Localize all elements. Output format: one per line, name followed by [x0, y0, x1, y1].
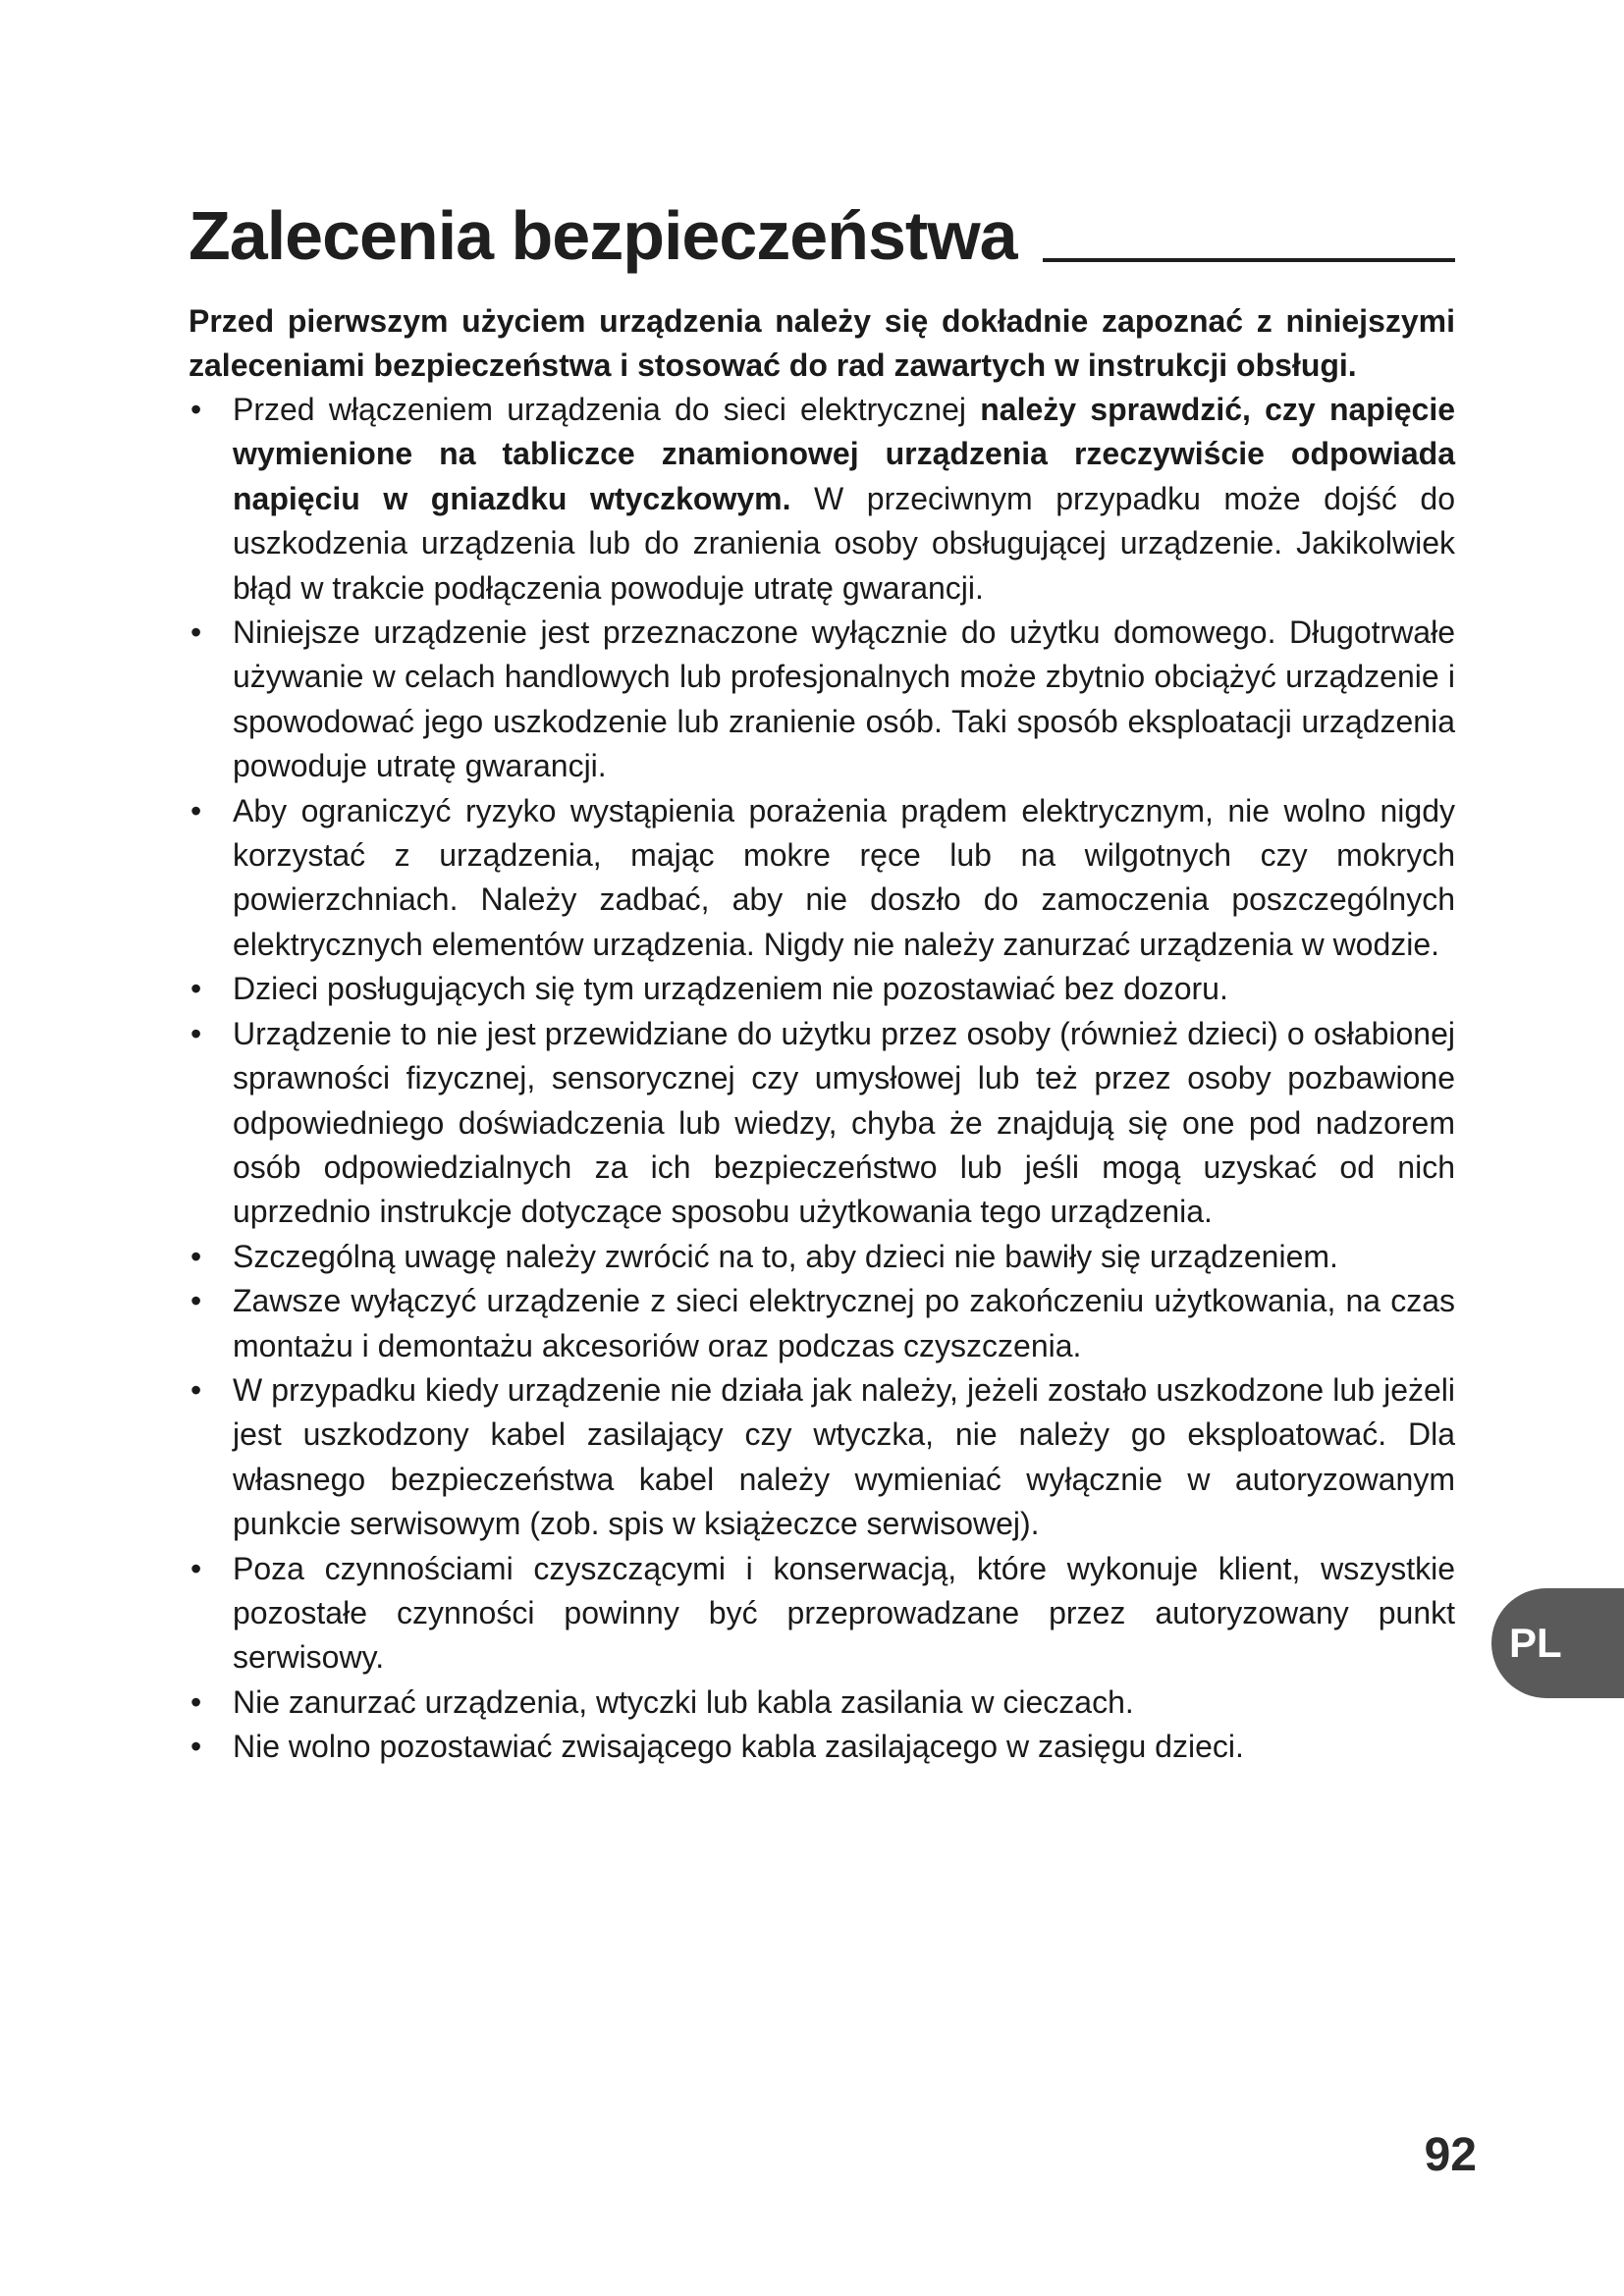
list-item — [189, 1012, 1455, 1235]
page-number: 92 — [1424, 2129, 1477, 2181]
item-text: Niniejsze urządzenie jest przeznaczone wyłącznie do użytku domowego. Długotrwałe używanie w celach handlowych lub profesjonalnych może zbytnio obciążyć urządzenie i spowodować jego uszkodzenie lub zranienie osób. Taki sposób eksploatacji urządzenia powoduje utratę gwarancji. — [233, 614, 1455, 784]
bullet-icon: • — [190, 1371, 202, 1408]
bullet-icon: • — [190, 1729, 202, 1765]
page-title: Zalecenia bezpieczeństwa — [189, 197, 1017, 274]
intro-paragraph: Przed pierwszym użyciem urządzenia należy się dokładnie zapoznać z niniejszymi zaleceniami bezpieczeństwa i stosować do rad zawartych w instrukcji obsługi. — [189, 303, 1455, 383]
item-text: Przed włączeniem urządzenia do sieci elektrycznej — [233, 392, 981, 427]
bullet-icon: • — [190, 1283, 202, 1319]
item-text: Aby ograniczyć ryzyko wystąpienia porażenia prądem elektrycznym, nie wolno nigdy korzystać z urządzenia, mając mokre ręce lub na wilgotnych czy mokrych powierzchniach. Należy zadbać, aby nie doszło do zamoczenia poszczególnych elektrycznych elementów urządzenia. Nigdy nie należy zanurzać urządzenia w wodzie. — [233, 792, 1455, 962]
bullet-icon: • — [190, 792, 202, 828]
bullet-icon: • — [190, 971, 202, 1007]
safety-list — [189, 388, 1455, 1770]
item-text: Nie zanurzać urządzenia, wtyczki lub kabla zasilania w cieczach. — [233, 1683, 1134, 1720]
title-underline — [1043, 258, 1455, 262]
bullet-icon: • — [190, 1238, 202, 1274]
bullet-icon: • — [190, 392, 202, 427]
list-item — [189, 611, 1455, 789]
list-item — [189, 1725, 1455, 1769]
list-item — [189, 1279, 1455, 1368]
page-content — [189, 191, 1455, 1770]
item-text: Urządzenie to nie jest przewidziane do użytku przez osoby (również dzieci) o osłabionej sprawności fizycznej, sensorycznej czy umysłowej lub też przez osoby pozbawione odpowiedniego doświadczenia lub wiedzy, chyba że znajdują się one pod nadzorem osób odpowiedzialnych za ich bezpieczeństwo lub jeśli mogą uzyskać od nich uprzednio instrukcje dotyczące sposobu użytkowania tego urządzenia. — [233, 1015, 1455, 1230]
list-item — [189, 1547, 1455, 1681]
list-item — [189, 1681, 1455, 1725]
bullet-icon: • — [190, 1015, 202, 1051]
item-text: Nie wolno pozostawiać zwisającego kabla zasilającego w zasięgu dzieci. — [233, 1729, 1244, 1765]
language-tab: PL — [1491, 1588, 1624, 1698]
list-item — [189, 967, 1455, 1011]
item-text: W przypadku kiedy urządzenie nie działa jak należy, jeżeli zostało uszkodzone lub jeżeli jest uszkodzony kabel zasilający czy wtyczka, nie należy go eksploatować. Dla własnego bezpieczeństwa kabel należy wymieniać wyłącznie w autoryzowanym punkcie serwisowym (zob. spis w książeczce serwisowej). — [233, 1371, 1455, 1542]
list-item — [189, 1368, 1455, 1547]
item-text: Zawsze wyłączyć urządzenie z sieci elektrycznej po zakończeniu użytkowania, na czas montażu i demontażu akcesoriów oraz podczas czyszczenia. — [233, 1283, 1455, 1363]
item-text-rest: W przeciwnym przypadku może dojść do uszkodzenia urządzenia lub do zranienia osoby obsługującej urządzenie. Jakikolwiek błąd w trakcie podłączenia powoduje utratę gwarancji. — [233, 480, 1456, 606]
item-text: Poza czynnościami czyszczącymi i konserwacją, które wykonuje klient, wszystkie pozostałe czynności powinny być przeprowadzane przez autoryzowany punkt serwisowy. — [233, 1550, 1455, 1676]
item-text-bold: należy sprawdzić, czy napięcie wymienione na tabliczce znamionowej urządzenia rzeczywiście odpowiada napięciu w gniazdku wtyczkowym. — [233, 392, 1456, 516]
list-item — [189, 1235, 1455, 1279]
title-row — [189, 191, 1455, 274]
bullet-icon: • — [190, 1550, 202, 1586]
bullet-icon: • — [190, 614, 202, 651]
item-text: Dzieci posługujących się tym urządzeniem nie pozostawiać bez dozoru. — [233, 971, 1228, 1007]
item-text: Szczególną uwagę należy zwrócić na to, aby dzieci nie bawiły się urządzeniem. — [233, 1238, 1338, 1274]
list-item — [189, 789, 1455, 968]
bullet-icon: • — [190, 1683, 202, 1720]
list-item — [189, 388, 1455, 611]
